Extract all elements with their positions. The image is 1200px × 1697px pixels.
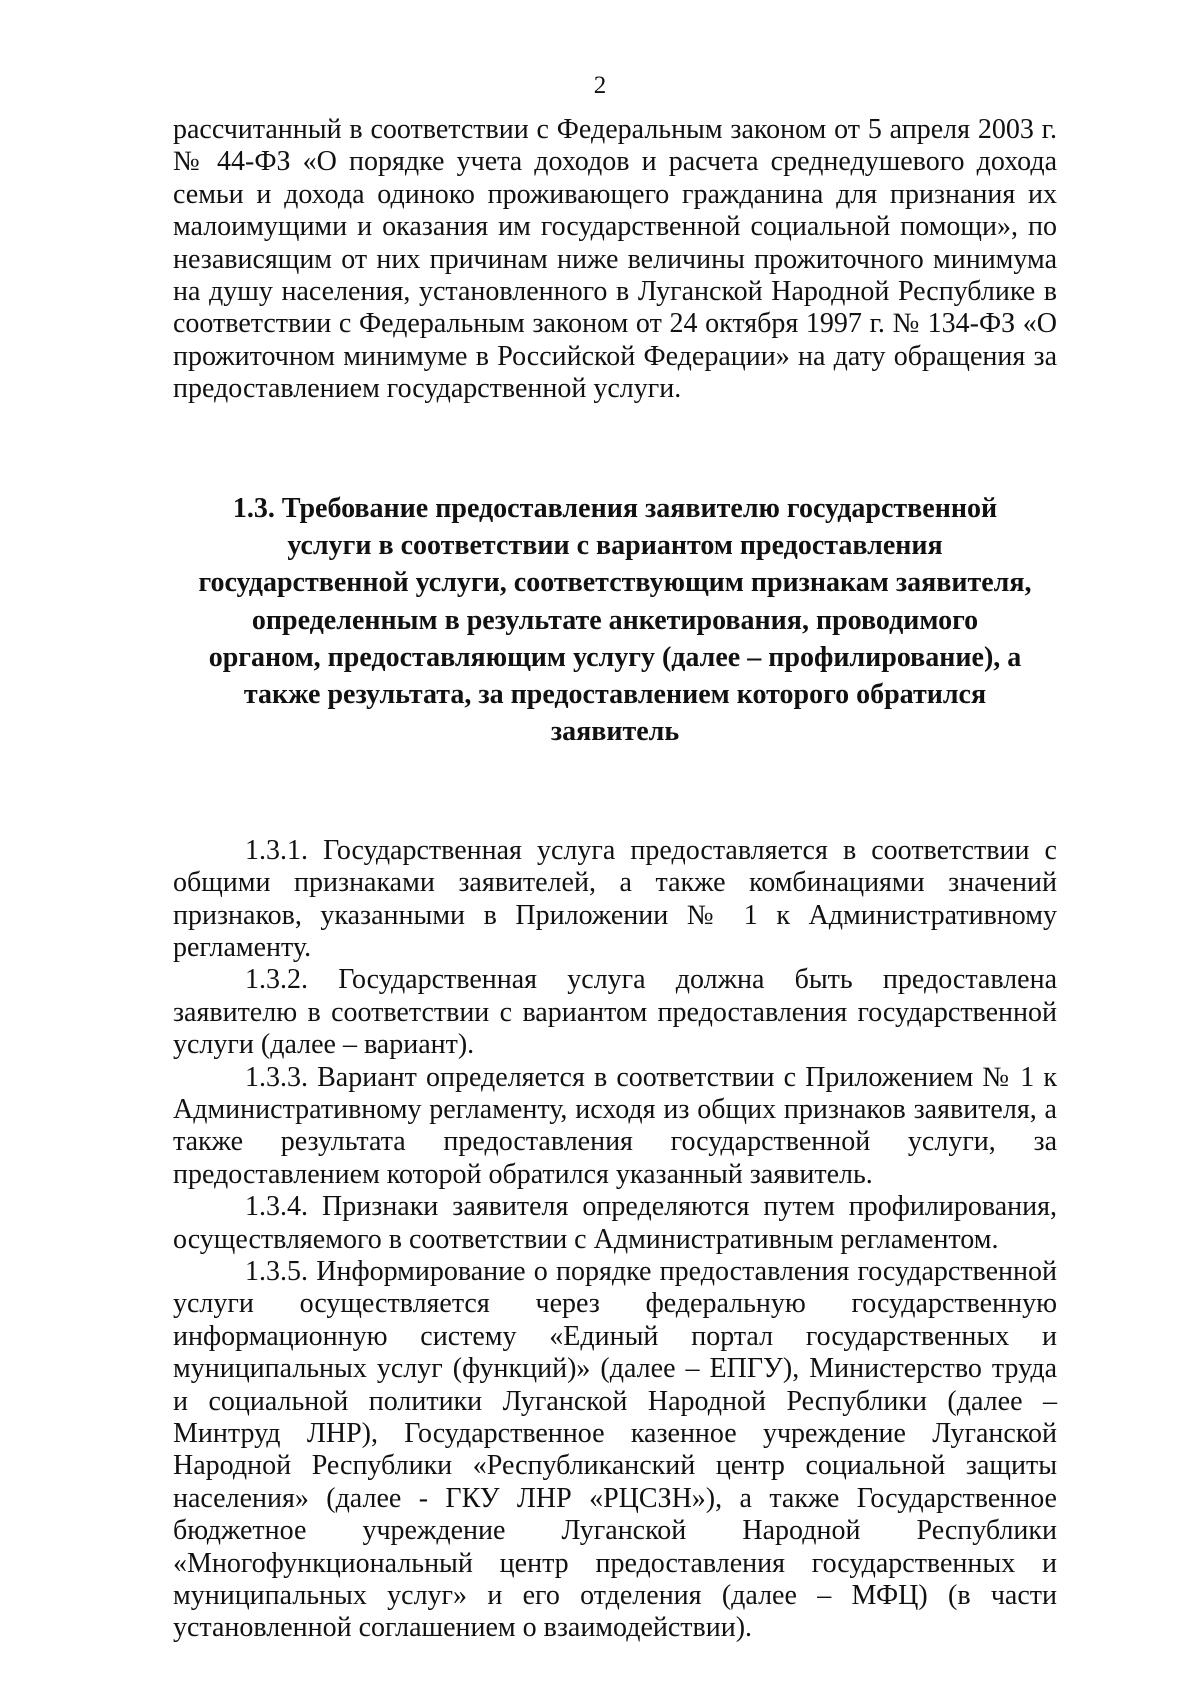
paragraph-1-3-1: 1.3.1. Государственная услуга предоставляется в соответствии с общими признаками заявителей, а также комбинациями значений признаков, указанными в Приложении № 1 к Административному регламенту. [173, 834, 1057, 963]
paragraph-1-3-5: 1.3.5. Информирование о порядке предоставления государственной услуги осуществляется через федеральную государственную информационную систему «Единый портал государственных и муниципальных услуг (функций)» (далее – ЕПГУ), Министерство труда и социальной политики Луганской Народной Республики (далее – Минтруд ЛНР), Государственное казенное учреждение Луганской Народной Республики «Республиканский центр социальной защиты населения» (далее - ГКУ ЛНР «РЦСЗН»), а также Государственное бюджетное учреждение Луганской Народной Республики «Многофункциональный центр предоставления государственных и муниципальных услуг» и его отделения (далее – МФЦ) (в части установленной соглашением о взаимодействии). [173, 1256, 1057, 1644]
paragraph-1-3-2: 1.3.2. Государственная услуга должна быть предоставлена заявителю в соответствии с вариантом предоставления государственной услуги (далее – вариант). [173, 964, 1057, 1061]
page-number: 2 [593, 72, 607, 99]
section-body [173, 835, 1057, 1645]
intro-section [173, 114, 1057, 406]
paragraph-1-3-3: 1.3.3. Вариант определяется в соответствии с Приложением № 1 к Административному регламенту, исходя из общих признаков заявителя, а также результата предоставления государственной услуги, за предоставлением которой обратился указанный заявитель. [173, 1061, 1057, 1190]
paragraph-1-3-4: 1.3.4. Признаки заявителя определяются путем профилирования, осуществляемого в соответствии с Административным регламентом. [173, 1191, 1057, 1255]
section-heading: 1.3. Требование предоставления заявителю государственной услуги в соответствии с вариантом предоставления государственной услуги, соответствующим признакам заявителя, определенным в результате анкетирования, проводимого органом, предоставляющим услугу (далее – профилирование), а также результата, за предоставлением которого обратился заявитель [198, 492, 1032, 748]
intro-paragraph: рассчитанный в соответствии с Федеральным законом от 5 апреля 2003 г. № 44-ФЗ «О порядке учета доходов и расчета среднедушевого дохода семьи и дохода одиноко проживающего гражданина для признания их малоимущими и оказания им государственной социальной помощи», по независящим от них причинам ниже величины прожиточного минимума на душу населения, установленного в Луганской Народной Республике в соответствии с Федеральным законом от 24 октября 1997 г. № 134-ФЗ «О прожиточном минимуме в Российской Федерации» на дату обращения за предоставлением государственной услуги. [173, 114, 1057, 405]
